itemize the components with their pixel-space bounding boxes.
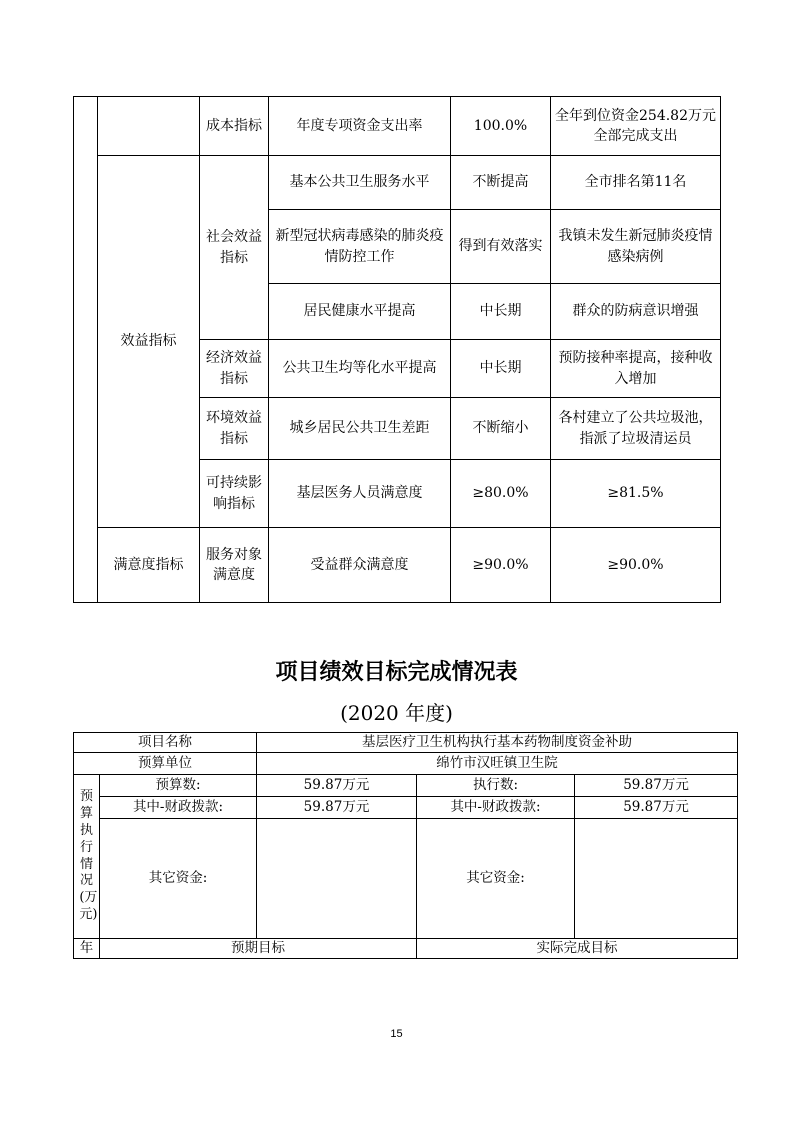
other-exec-label: 其它资金:	[417, 819, 575, 939]
fiscal-exec-label: 其中-财政拨款:	[417, 797, 575, 819]
project-name-label: 项目名称	[74, 733, 257, 753]
target-cell: 不断提高	[451, 156, 551, 210]
cost-category-cell	[98, 97, 200, 156]
fiscal-exec-value: 59.87万元	[575, 797, 738, 819]
executed-label: 执行数:	[417, 775, 575, 797]
budget-label: 预算数:	[100, 775, 257, 797]
actual-cell: ≥81.5%	[551, 460, 721, 528]
benefit-category-cell: 效益指标	[98, 156, 200, 528]
indicator-cell: 公共卫生均等化水平提高	[269, 340, 451, 398]
indicator-cell: 城乡居民公共卫生差距	[269, 398, 451, 460]
economic-group-cell: 经济效益指标	[200, 340, 269, 398]
other-budget-label: 其它资金:	[100, 819, 257, 939]
indicator-cell: 基本公共卫生服务水平	[269, 156, 451, 210]
sustain-group-cell: 可持续影响指标	[200, 460, 269, 528]
execution-vertical-text: 预算执行情况(万元)	[79, 788, 98, 923]
other-exec-value	[575, 819, 738, 939]
target-cell: 得到有效落实	[451, 210, 551, 284]
actual-cell: 全年到位资金254.82万元全部完成支出	[551, 97, 721, 156]
cost-group-cell: 成本指标	[200, 97, 269, 156]
indicator-cell: 受益群众满意度	[269, 528, 451, 603]
page-subtitle: (2020 年度)	[340, 701, 453, 725]
target-cell: ≥80.0%	[451, 460, 551, 528]
other-budget-value	[257, 819, 417, 939]
actual-cell: ≥90.0%	[551, 528, 721, 603]
left-margin-column	[74, 97, 98, 603]
project-name-value: 基层医疗卫生机构执行基本药物制度资金补助	[257, 733, 738, 753]
environment-group-cell: 环境效益指标	[200, 398, 269, 460]
indicator-table	[73, 96, 721, 603]
target-cell: 100.0%	[451, 97, 551, 156]
expected-target-label: 预期目标	[100, 939, 417, 959]
actual-cell: 预防接种率提高，接种收入增加	[551, 340, 721, 398]
actual-target-label: 实际完成目标	[417, 939, 738, 959]
page-number: 15	[390, 1028, 403, 1040]
target-cell: 不断缩小	[451, 398, 551, 460]
budget-value: 59.87万元	[257, 775, 417, 797]
executed-value: 59.87万元	[575, 775, 738, 797]
actual-cell: 我镇未发生新冠肺炎疫情感染病例	[551, 210, 721, 284]
target-cell: 中长期	[451, 284, 551, 340]
actual-cell: 全市排名第11名	[551, 156, 721, 210]
indicator-cell: 新型冠状病毒感染的肺炎疫情防控工作	[269, 210, 451, 284]
fiscal-budget-label: 其中-财政拨款:	[100, 797, 257, 819]
satisfaction-group-cell: 服务对象满意度	[200, 528, 269, 603]
actual-cell: 群众的防病意识增强	[551, 284, 721, 340]
satisfaction-category-cell: 满意度指标	[98, 528, 200, 603]
indicator-cell: 居民健康水平提高	[269, 284, 451, 340]
budget-unit-label: 预算单位	[74, 753, 257, 775]
fiscal-budget-value: 59.87万元	[257, 797, 417, 819]
execution-vertical-label	[74, 775, 100, 939]
target-cell: 中长期	[451, 340, 551, 398]
year-label: 年	[74, 939, 100, 959]
target-cell: ≥90.0%	[451, 528, 551, 603]
social-group-cell: 社会效益指标	[200, 156, 269, 340]
indicator-cell: 基层医务人员满意度	[269, 460, 451, 528]
performance-table	[73, 732, 738, 959]
page-title: 项目绩效目标完成情况表	[275, 660, 518, 685]
budget-unit-value: 绵竹市汉旺镇卫生院	[257, 753, 738, 775]
actual-cell: 各村建立了公共垃圾池，指派了垃圾清运员	[551, 398, 721, 460]
indicator-cell: 年度专项资金支出率	[269, 97, 451, 156]
